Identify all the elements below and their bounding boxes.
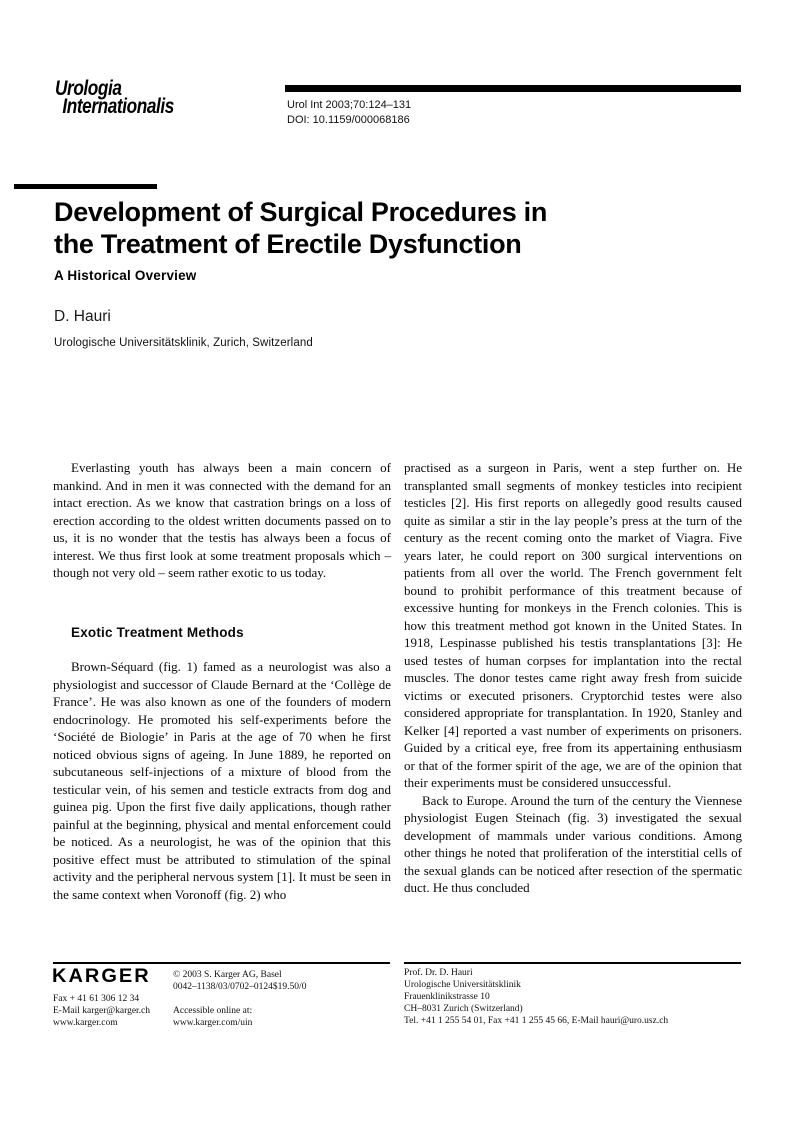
online-access-url: www.karger.com/uin [173, 1018, 253, 1028]
correspondence-tel-fax-email: Tel. +41 1 255 54 01, Fax +41 1 255 45 66, E-Mail hauri@uro.usz.ch [404, 1016, 669, 1026]
publisher-logo: KARGER [52, 966, 151, 987]
publisher-contact-block [53, 993, 150, 1029]
doi: DOI: 10.1159/000068186 [287, 114, 410, 126]
journal-logo [55, 77, 174, 118]
footer-rule-left [53, 962, 390, 964]
footer-rule-right [404, 962, 741, 964]
issn-fee-code: 0042–1138/03/0702–0124$19.50/0 [173, 982, 307, 992]
journal-logo-line1: Urologia [55, 77, 122, 100]
title-rule-bar [14, 184, 157, 189]
author-affiliation: Urologische Universitätsklinik, Zurich, Switzerland [54, 337, 313, 349]
publisher-fax: Fax + 41 61 306 12 34 [53, 994, 140, 1004]
header-rule-bar [285, 85, 741, 92]
journal-citation: Urol Int 2003;70:124–131 [287, 99, 412, 111]
right-column-paragraph-2: Back to Europe. Around the turn of the century the Viennese physiologist Eugen Steinach (fig. 3) investigated the sexual development of mammals under various conditions. Among other things he noted that proliferation of the interstitial cells of the sexual glands can be noticed after resection of the spermatic duct. He thus concluded [404, 792, 742, 895]
article-title [54, 196, 694, 260]
correspondence-block [404, 967, 668, 1027]
intro-paragraph: Everlasting youth has always been a main concern of mankind. And in men it was connected with the demand for an intact erection. As we know that castration brings on a loss of erection according to the oldest written documents passed on to us, it is no wonder that the testis has always been a focus of interest. We thus first look at some treatment proposals which – though not very old – seem rather exotic to us today. [53, 460, 391, 580]
article-subtitle: A Historical Overview [54, 268, 197, 283]
correspondence-city: CH–8031 Zurich (Switzerland) [404, 1004, 523, 1014]
publisher-email: E-Mail karger@karger.ch [53, 1006, 151, 1016]
citation-block [287, 98, 411, 128]
section-heading: Exotic Treatment Methods [71, 624, 244, 640]
article-title-line2: the Treatment of Erectile Dysfunction [54, 229, 522, 259]
body-column-right [404, 459, 742, 897]
online-access-block [173, 1005, 252, 1029]
correspondence-street: Frauenklinikstrasse 10 [404, 992, 490, 1002]
correspondence-clinic: Urologische Universitätsklinik [404, 980, 521, 990]
copyright-block [173, 969, 306, 993]
publisher-website: www.karger.com [53, 1018, 118, 1028]
body-column-left [53, 459, 391, 903]
correspondence-name: Prof. Dr. D. Hauri [404, 968, 473, 978]
journal-logo-line2: Internationalis [62, 95, 174, 118]
copyright-notice: © 2003 S. Karger AG, Basel [173, 970, 282, 980]
author-name: D. Hauri [54, 308, 111, 325]
left-column-paragraph: Brown-Séquard (fig. 1) famed as a neurologist was also a physiologist and successor of Claude Bernard at the ‘Collège de France’. He was also known as one of the founders of modern endocrinology. He promoted his self-experiments before the ‘Société de Biologie’ in Paris at the age of 70 when he first noticed obvious signs of ageing. In June 1889, he reported on subcutaneous self-injections of a mixture of blood from the testicular vein, of his semen and testicle extracts from dog and guinea pig. Upon the first five daily applications, though rather painful at the beginning, physical and mental enforcement could be noticed. As a neurologist, he was of the opinion that this positive effect must be attributed to stimulation of the spinal activity and the peripheral nervous system [1]. It must be seen in the same context when Voronoff (fig. 2) who [53, 659, 391, 902]
article-title-line1: Development of Surgical Procedures in [54, 197, 548, 227]
right-column-paragraph-continuation: practised as a surgeon in Paris, went a step further on. He transplanted small segments of monkey testicles into recipient testicles [2]. His first reports on allegedly good results caused quite as similar a stir in the lay people’s press at the turn of the century as the recent coming onto the market of Viagra. Five years later, he could report on 300 surgical interventions on patients from all over the world. The French government felt bound to prohibit performance of this treatment because of excessive hunting for monkeys in the French colonies. This is how this treatment method got known in the United States. In 1918, Lespinasse published his testis transplantations [3]: He used testes of human corpses for implantation into the rectal muscles. The donor testes came right away fresh from suicide victims or executed prisoners. Cryptorchid testes were also considered appropriate for transplantation. In 1920, Stanley and Kelker [4] reported a vast number of experiments on prisoners. Guided by a critical eye, free from its appertaining enthusiasm or that of the former spirit of the age, we are of the opinion that their experiments must be considered unsuccessful. [404, 460, 742, 790]
online-access-label: Accessible online at: [173, 1006, 253, 1016]
